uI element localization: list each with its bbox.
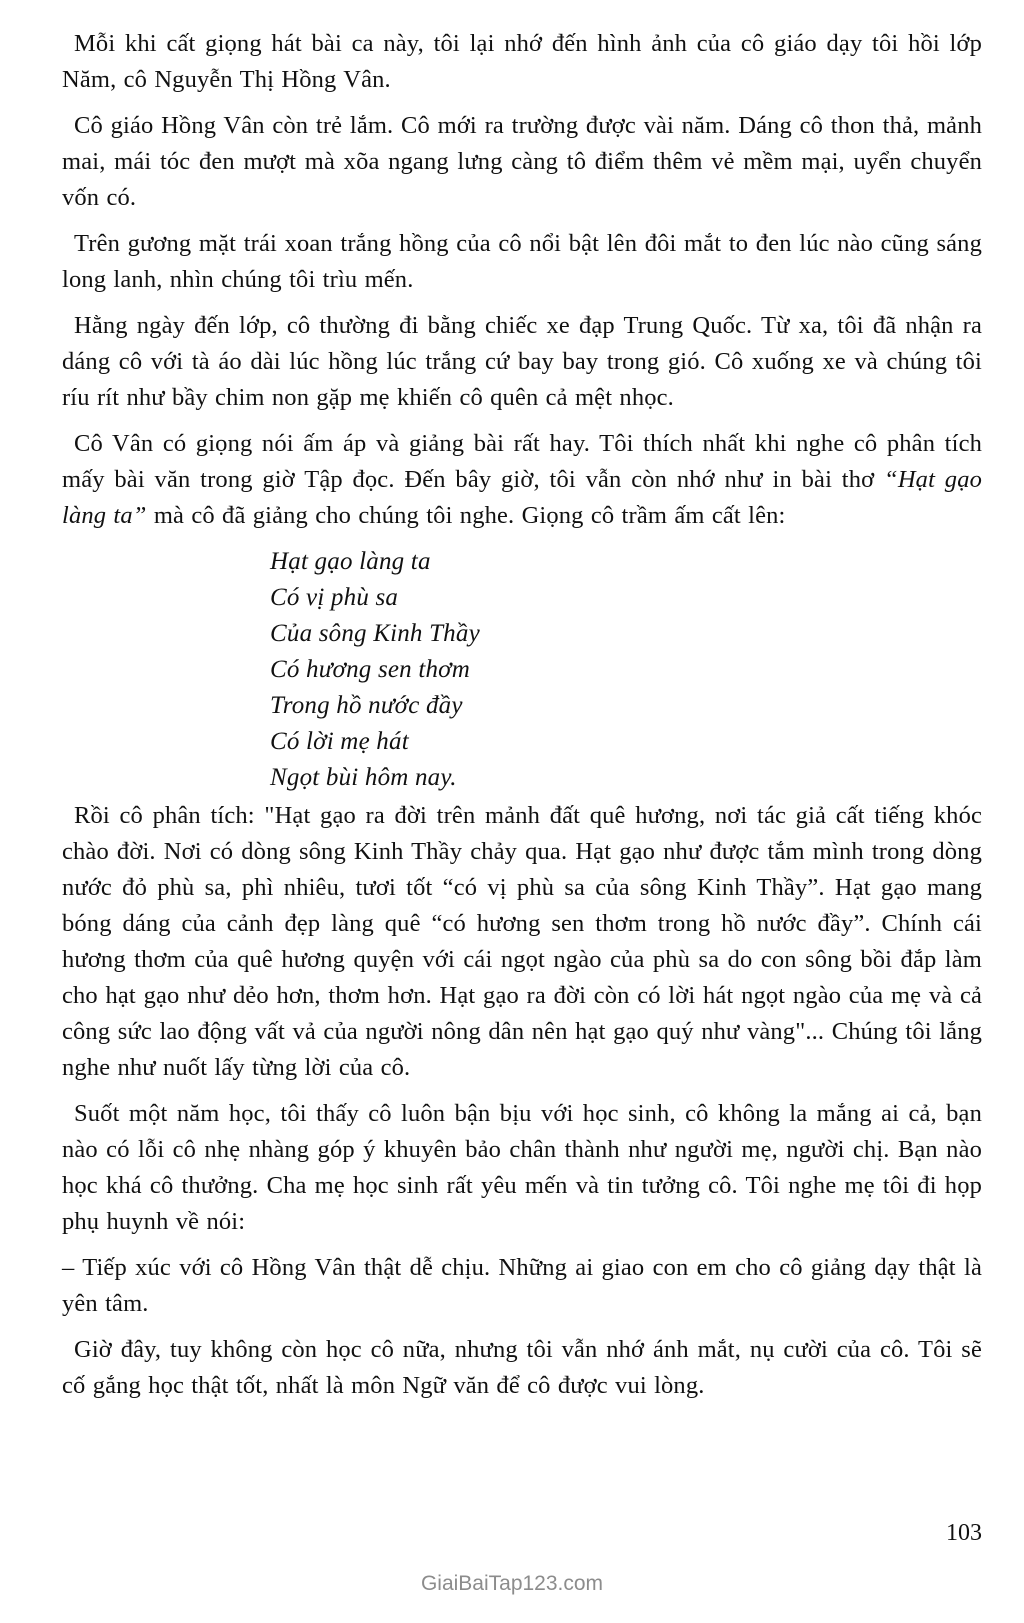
watermark: GiaiBaiTap123.com bbox=[420, 1572, 604, 1595]
paragraph-6: Rồi cô phân tích: "Hạt gạo ra đời trên mảnh đất quê hương, nơi tác giả cất tiếng khóc chào đời. Nơi có dòng sông Kinh Thầy chảy qua. Hạt gạo như được tắm mình trong dòng nước đỏ phù sa, phì nhiêu, tươi tốt “có vị phù sa của sông Kinh Thầy”. Hạt gạo mang bóng dáng của cảnh đẹp làng quê “có hương sen thơm trong hồ nước đầy”. Chính cái hương thơm của quê hương quyện với cái ngọt ngào của phù sa do con sông bồi đắp làm cho hạt gạo như dẻo hơn, thơm hơn. Hạt gạo ra đời còn có lời hát ngọt ngào của mẹ và cả công sức lao động vất vả của người nông dân nên hạt gạo quý như vàng"... Chúng tôi lắng nghe như nuốt lấy từng lời của cô. bbox=[62, 802, 982, 1081]
poem bbox=[270, 544, 982, 796]
poem-line: Trong hồ nước đầy bbox=[270, 692, 463, 719]
poem-title: “Hạt gạo làng ta” bbox=[62, 466, 982, 529]
paragraph-5 bbox=[62, 426, 982, 534]
paragraph-2: Cô giáo Hồng Vân còn trẻ lắm. Cô mới ra trường được vài năm. Dáng cô thon thả, mảnh mai, mái tóc đen mượt mà xõa ngang lưng càng tô điểm thêm vẻ mềm mại, uyển chuyển vốn có. bbox=[62, 112, 982, 211]
paragraph-5-text-before: Cô Vân có giọng nói ấm áp và giảng bài rất hay. Tôi thích nhất khi nghe cô phân tích mấy bài văn trong giờ Tập đọc. Đến bây giờ, tôi vẫn còn nhớ như in bài thơ bbox=[62, 430, 982, 493]
poem-line: Hạt gạo làng ta bbox=[270, 548, 431, 575]
poem-line: Có hương sen thơm bbox=[270, 656, 470, 683]
paragraph-1: Mỗi khi cất giọng hát bài ca này, tôi lại nhớ đến hình ảnh của cô giáo dạy tôi hồi lớp Năm, cô Nguyễn Thị Hồng Vân. bbox=[62, 30, 982, 93]
paragraph-4: Hằng ngày đến lớp, cô thường đi bằng chiếc xe đạp Trung Quốc. Từ xa, tôi đã nhận ra dáng cô với tà áo dài lúc hồng lúc trắng cứ bay bay trong gió. Cô xuống xe và chúng tôi ríu rít như bầy chim non gặp mẹ khiến cô quên cả mệt nhọc. bbox=[62, 312, 982, 411]
paragraph-7: Suốt một năm học, tôi thấy cô luôn bận bịu với học sinh, cô không la mắng ai cả, bạn nào có lỗi cô nhẹ nhàng góp ý khuyên bảo chân thành như người mẹ, người chị. Bạn nào học khá cô thưởng. Cha mẹ học sinh rất yêu mến và tin tưởng cô. Tôi nghe mẹ tôi đi họp phụ huynh về nói: bbox=[62, 1100, 982, 1235]
page-number: 103 bbox=[946, 1520, 982, 1546]
document-page bbox=[62, 26, 982, 1414]
poem-line: Ngọt bùi hôm nay. bbox=[270, 764, 457, 791]
poem-line: Có vị phù sa bbox=[270, 584, 399, 611]
paragraph-3: Trên gương mặt trái xoan trắng hồng của cô nổi bật lên đôi mắt to đen lúc nào cũng sáng long lanh, nhìn chúng tôi trìu mến. bbox=[62, 230, 982, 293]
paragraph-8-dialogue: – Tiếp xúc với cô Hồng Vân thật dễ chịu. Những ai giao con em cho cô giảng dạy thật là yên tâm. bbox=[62, 1254, 982, 1317]
poem-line: Có lời mẹ hát bbox=[270, 728, 409, 755]
paragraph-9: Giờ đây, tuy không còn học cô nữa, nhưng tôi vẫn nhớ ánh mắt, nụ cười của cô. Tôi sẽ cố gắng học thật tốt, nhất là môn Ngữ văn để cô được vui lòng. bbox=[62, 1336, 982, 1399]
paragraph-5-text-after: mà cô đã giảng cho chúng tôi nghe. Giọng cô trầm ấm cất lên: bbox=[146, 502, 786, 529]
poem-line: Của sông Kinh Thầy bbox=[270, 620, 480, 647]
